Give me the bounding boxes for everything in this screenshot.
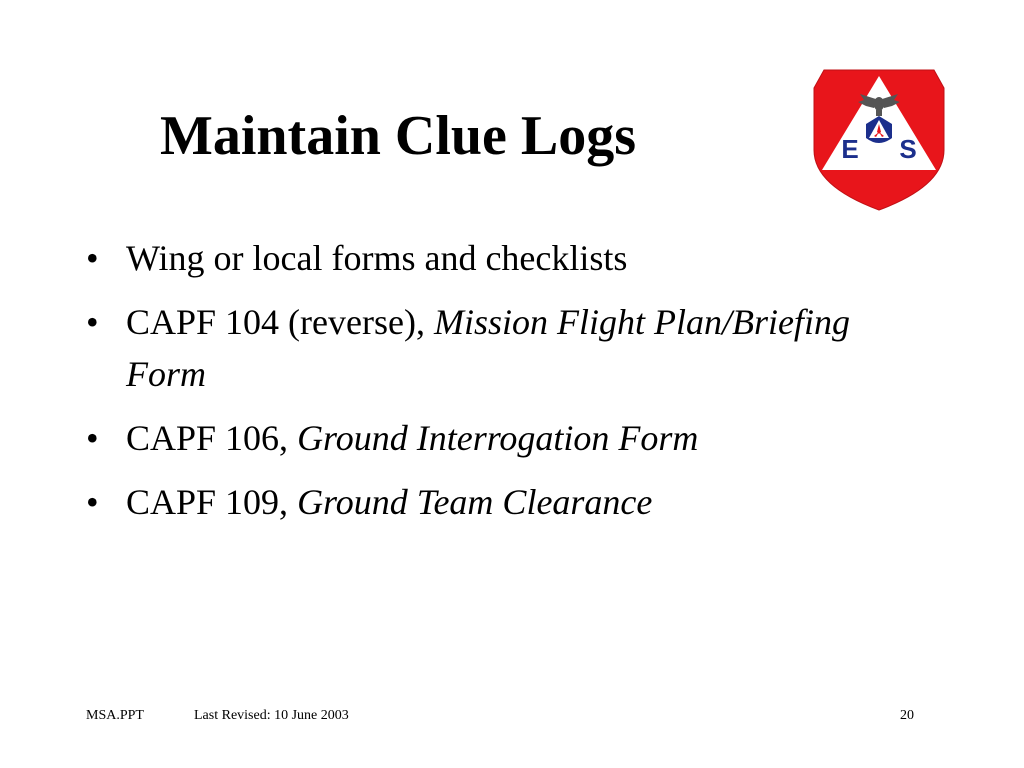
bullet-icon: • [86,482,99,522]
bullet-icon: • [86,302,99,342]
bullet-item [86,232,886,284]
bullet-item [86,476,886,528]
bullet-text: CAPF 106, [126,418,298,458]
bullet-text: Wing or local forms and checklists [126,238,628,278]
bullet-list [86,232,886,540]
logo-letter-e: E [841,134,859,164]
footer-file-name: MSA.PPT [86,708,144,723]
footer-last-revised: Last Revised: 10 June 2003 [194,708,349,723]
bullet-italic-text: Ground Interrogation Form [297,418,699,458]
bullet-icon: • [86,418,99,458]
es-shield-logo [812,66,946,212]
bullet-icon: • [86,238,99,278]
bullet-item [86,296,886,400]
bullet-italic-text: Ground Team Clearance [297,482,653,522]
bullet-italic-text: Mission Flight Plan/Briefing Form [126,302,850,394]
bullet-text: CAPF 109, [126,482,298,522]
footer-page-number: 20 [900,708,914,723]
bullet-text: CAPF 104 (reverse), [126,302,434,342]
bullet-item [86,412,886,464]
slide-title: Maintain Clue Logs [160,105,637,167]
logo-letter-s: S [899,134,917,164]
